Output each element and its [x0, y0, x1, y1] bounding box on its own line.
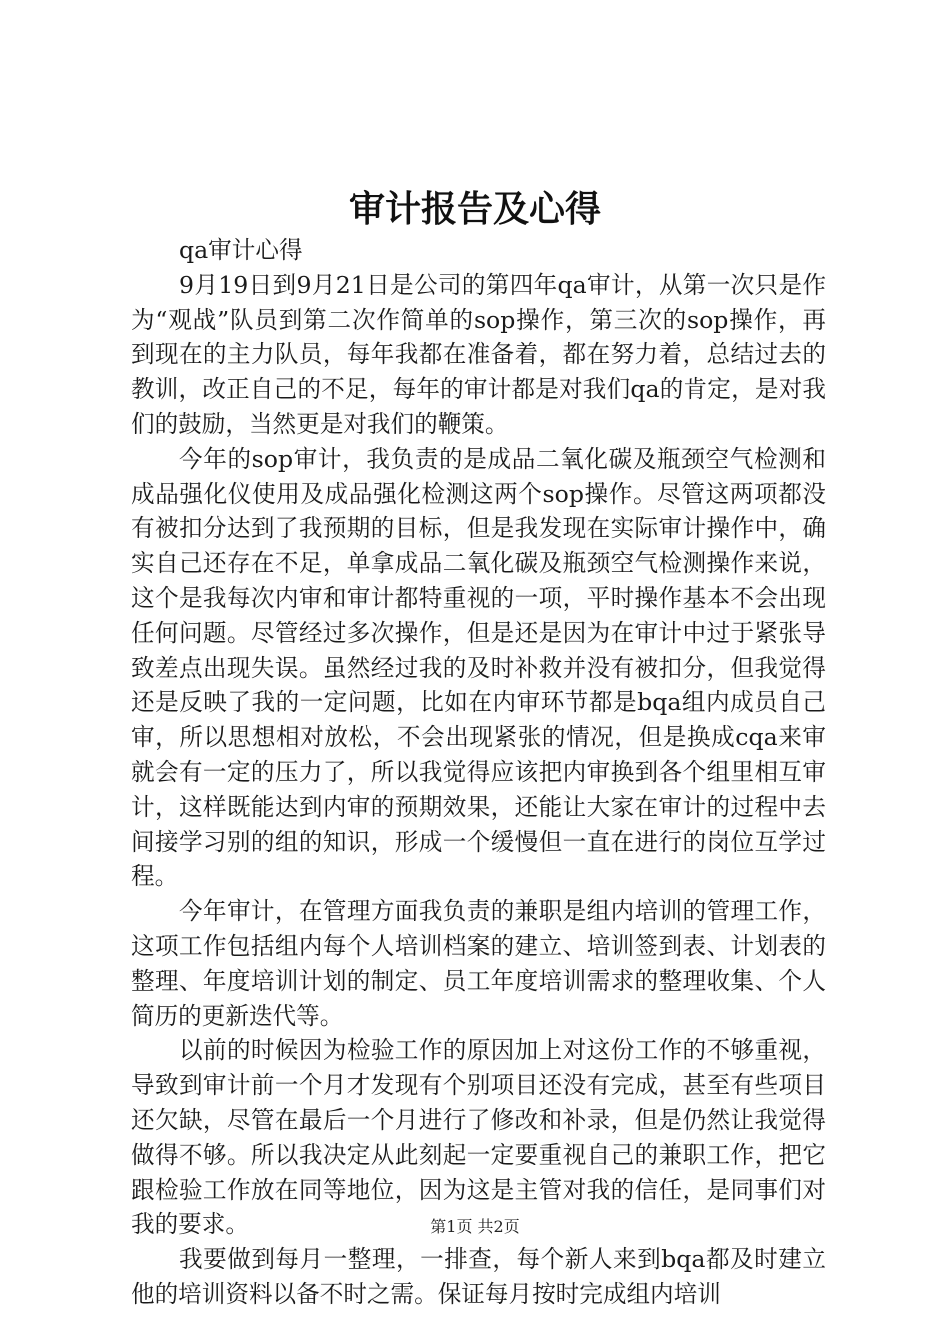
paragraph: 9月19日到9月21日是公司的第四年qa审计，从第一次只是作为“观战”队员到第二次作简单的sop操作，第三次的sop操作，再到现在的主力队员，每年我都在准备着，都在努力着，总结过去的教训，改正自己的不足，每年的审计都是对我们qa的肯定，是对我们的鼓励，当然更是对我们的鞭策。	[131, 270, 826, 438]
document-body	[131, 233, 826, 1312]
paragraph: 今年审计，在管理方面我负责的兼职是组内培训的管理工作，这项工作包括组内每个人培训档案的建立、培训签到表、计划表的整理、年度培训计划的制定、员工年度培训需求的整理收集、个人简历的更新迭代等。	[131, 897, 826, 1030]
document-title: 审计报告及心得	[348, 188, 601, 230]
page-number-footer: 第1页 共2页	[430, 1217, 520, 1236]
paragraph: 今年的sop审计，我负责的是成品二氧化碳及瓶颈空气检测和成品强化仪使用及成品强化检测这两个sop操作。尽管这两项都没有被扣分达到了我预期的目标，但是我发现在实际审计操作中，确实自己还存在不足，单拿成品二氧化碳及瓶颈空气检测操作来说，这个是我每次内审和审计都特重视的一项，平时操作基本不会出现任何问题。尽管经过多次操作，但是还是因为在审计中过于紧张导致差点出现失误。虽然经过我的及时补救并没有被扣分，但我觉得还是反映了我的一定问题，比如在内审环节都是bqa组内成员自己审，所以思想相对放松，不会出现紧张的情况，但是换成cqa来审就会有一定的压力了，所以我觉得应该把内审换到各个组里相互审计，这样既能达到内审的预期效果，还能让大家在审计的过程中去间接学习别的组的知识，形成一个缓慢但一直在进行的岗位互学过程。	[131, 444, 826, 891]
paragraph: 我要做到每月一整理，一排查，每个新人来到bqa都及时建立他的培训资料以备不时之需。保证每月按时完成组内培训	[131, 1245, 826, 1308]
paragraph: 以前的时候因为检验工作的原因加上对这份工作的不够重视，导致到审计前一个月才发现有个别项目还没有完成，甚至有些项目还欠缺，尽管在最后一个月进行了修改和补录，但是仍然让我觉得做得不够。所以我决定从此刻起一定要重视自己的兼职工作，把它跟检验工作放在同等地位，因为这是主管对我的信任，是同事们对我的要求。	[131, 1036, 826, 1239]
paragraph-subtitle: qa审计心得	[179, 236, 303, 264]
